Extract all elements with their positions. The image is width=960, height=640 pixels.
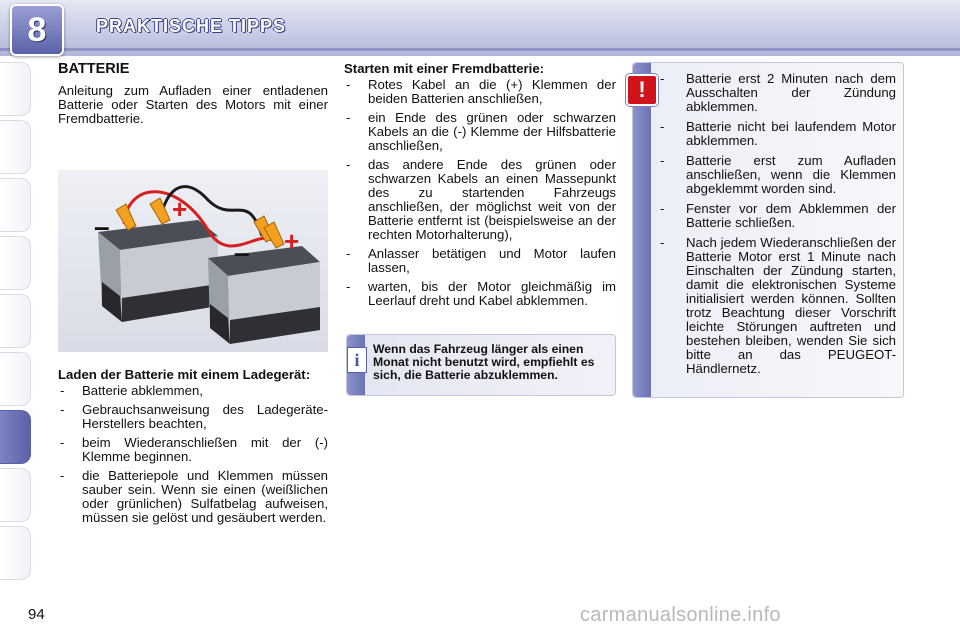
chapter-tab[interactable] — [0, 294, 31, 348]
jumpstart-steps — [344, 78, 616, 308]
list-item: - Gebrauchsanweisung des Ladegeräte-Herstellers beachten, — [58, 403, 328, 431]
list-item: - ein Ende des grünen oder schwarzen Kabels an die (-) Klemme der Hilfsbatterie anschließen, — [344, 111, 616, 153]
info-box — [346, 334, 616, 396]
list-item: - warten, bis der Motor gleichmäßig im Leerlauf dreht und Kabel abklemmen. — [344, 280, 616, 308]
info-text: Wenn das Fahrzeug länger als einen Monat nicht benutzt wird, empfiehlt es sich, die Batterie abzuklemmen. — [373, 342, 595, 382]
exclamation-icon: ! — [626, 74, 658, 106]
jumpstart-title: Starten mit einer Fremdbatterie: — [344, 61, 545, 76]
list-item: - Rotes Kabel an die (+) Klemmen der beiden Batterien anschließen, — [344, 78, 616, 106]
chapter-title: PRAKTISCHE TIPPS — [96, 16, 287, 36]
chapter-tab-active[interactable] — [0, 410, 31, 464]
chapter-tab[interactable] — [0, 468, 31, 522]
list-item: - Batterie nicht bei laufendem Motor abklemmen. — [656, 120, 896, 148]
battery-jumpstart-illustration — [58, 170, 328, 352]
info-icon: i — [347, 347, 367, 373]
page-number: 94 — [28, 606, 45, 623]
battery-icon — [98, 220, 218, 322]
minus-label: – — [94, 211, 110, 242]
middle-column — [344, 62, 616, 313]
list-item: - beim Wiederanschließen mit der (-) Klemme beginnen. — [58, 436, 328, 464]
chapter-tab[interactable] — [0, 526, 31, 580]
charger-section — [58, 368, 328, 530]
chapter-tab[interactable] — [0, 352, 31, 406]
chapter-tab[interactable] — [0, 120, 31, 174]
list-item: - Fenster vor dem Abklemmen der Batterie schließen. — [656, 202, 896, 230]
list-item: - Batterie abklemmen, — [58, 384, 328, 398]
chapter-tab[interactable] — [0, 178, 31, 232]
header-divider — [0, 48, 960, 51]
plus-label: + — [284, 226, 300, 256]
minus-label: – — [234, 237, 250, 268]
battery-icon — [208, 246, 320, 344]
chapter-badge: 8 — [10, 4, 64, 56]
plus-label: + — [172, 194, 188, 224]
chapter-tab[interactable] — [0, 62, 31, 116]
charger-title: Laden der Batterie mit einem Ladegerät: — [58, 367, 311, 382]
list-item: - Batterie erst 2 Minuten nach dem Ausschalten der Zündung abklemmen. — [656, 72, 896, 114]
list-item: - Nach jedem Wiederanschließen der Batterie Motor erst 1 Minute nach Einschalten der Zündung starten, damit die elektronischen Systeme initialisiert werden können. Sollten trotz Beachtung dieser Vorschrift leichte Störungen auftreten und bestehen bleiben, wenden Sie sich bitte an das PEUGEOT-Händlernetz. — [656, 236, 896, 376]
warning-list — [656, 72, 896, 376]
left-column — [58, 62, 328, 126]
warning-strip — [633, 63, 651, 397]
watermark: carmanualsonline.info — [580, 604, 781, 626]
chapter-tab[interactable] — [0, 236, 31, 290]
list-item: - die Batteriepole und Klemmen müssen sauber sein. Wenn sie einen (weißlichen oder grünlichen) Sulfatbelag aufweisen, müssen sie gelöst und gesäubert werden. — [58, 469, 328, 525]
intro-text: Anleitung zum Aufladen einer entladenen Batterie oder Starten des Motors mit einer Fremdbatterie. — [58, 83, 328, 126]
section-title: BATTERIE — [58, 61, 130, 77]
charger-steps — [58, 384, 328, 525]
list-item: - das andere Ende des grünen oder schwarzen Kabels an einen Massepunkt des zu startenden Fahrzeugs anschließen, der möglichst weit von der Batterie entfernt ist (beispielsweise an der rechten Motorhalterung), — [344, 158, 616, 242]
list-item: - Anlasser betätigen und Motor laufen lassen, — [344, 247, 616, 275]
warning-list-column — [656, 70, 896, 382]
chapter-tabs — [0, 62, 32, 584]
list-item: - Batterie erst zum Aufladen anschließen, wenn die Klemmen abgeklemmt worden sind. — [656, 154, 896, 196]
